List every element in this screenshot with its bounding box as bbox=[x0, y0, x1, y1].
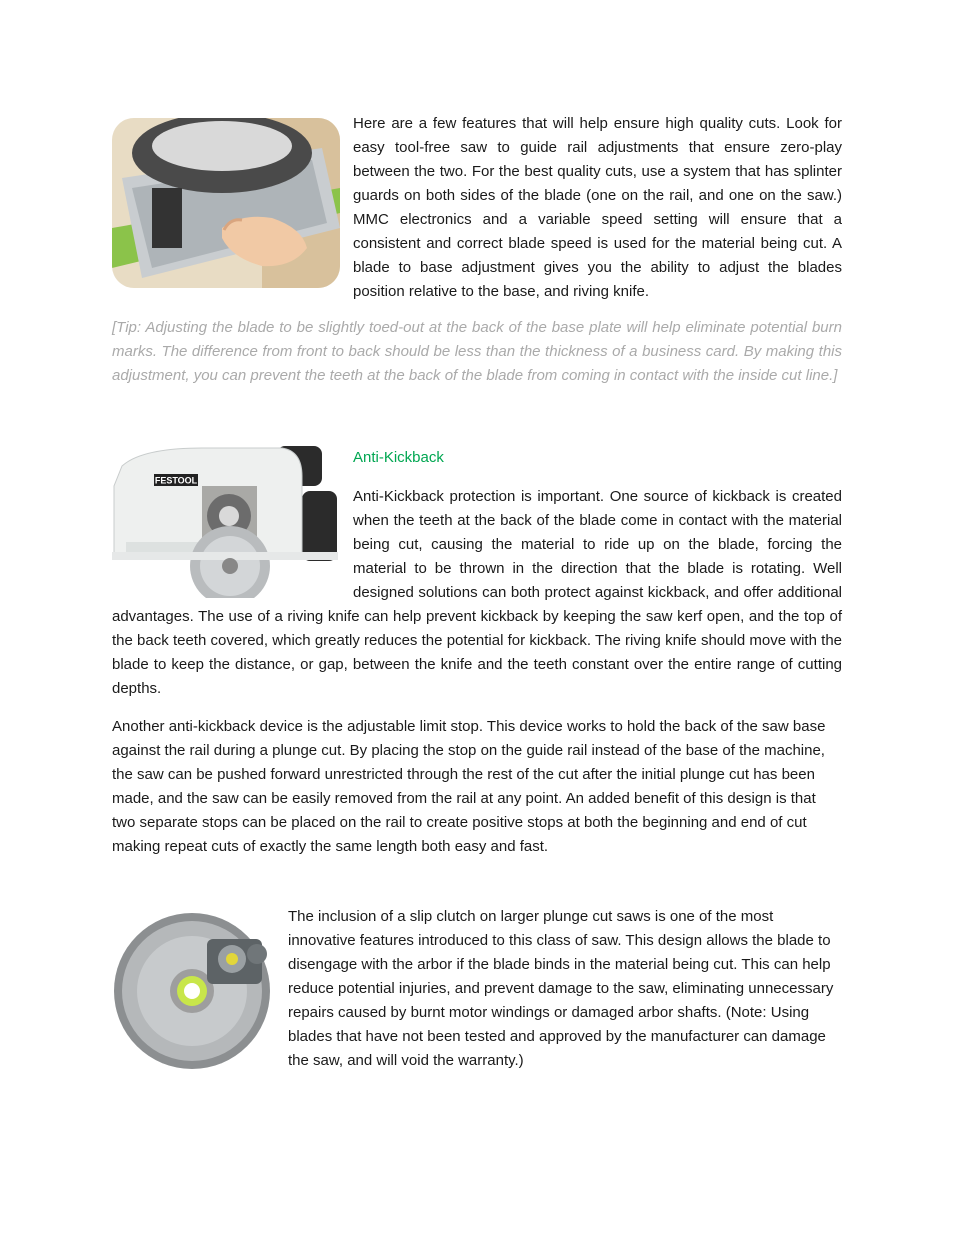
anti-kickback-paragraph: Anti-Kickback protection is important. One source of kickback is created when the teeth at the back of the blade come in contact with the material being cut, causing the material to ride up on the blade, forcing the material to be thrown in the direction that the blade is rotating. Well designed solutions can both protect against kickback, and offer additional advantages. The use of a riving knife can help prevent kickback by keeping the saw kerf open, and the top of the back teeth covered, which greatly reduces the potential for kickback. The riving knife should move with the blade to keep the distance, or gap, between the knife and the teeth constant over the entire range of cutting depths. bbox=[112, 488, 842, 697]
anti-kickback-heading: Anti-Kickback bbox=[353, 449, 444, 466]
slip-clutch-paragraph: The inclusion of a slip clutch on larger plunge cut saws is one of the most innovative features introduced to this class of saw. This design allows the blade to disengage with the arbor if the blade binds in the material being cut. This can help reduce potential injuries, and prevent damage to the saw, eliminating unnecessary repairs caused by burnt motor windings or damaged arbor shafts. (Note: Using blades that have not been tested and approved by the manufacturer can damage the saw, and will void the warranty.) bbox=[288, 908, 834, 1069]
saw-rail-adjustment-photo bbox=[112, 118, 340, 288]
rail-features-paragraph: Here are a few features that will help ensure high quality cuts. Look for easy tool-free saw to guide rail adjustments that ensure zero-play between the two. For the best quality cuts, use a system that has splinter guards on both sides of the blade (one on the rail, and one on the saw.) MMC electronics and a variable speed setting will ensure that a consistent and correct blade speed is used for the material being cut. A blade to base adjustment gives you the ability to adjust the blades position relative to the base, and riving knife. bbox=[353, 115, 842, 300]
festool-logo-text: FESTOOL bbox=[154, 475, 198, 486]
limit-stop-paragraph: Another anti-kickback device is the adjustable limit stop. This device works to hold the back of the saw base against the rail during a plunge cut. By placing the stop on the guide rail instead of the base of the machine, the saw can be pushed forward unrestricted through the rest of the cut after the initial plunge cut has been made, and the saw can be easily removed from the rail at any point. An added benefit of this design is that two separate stops can be placed on the rail to create positive stops at both the beginning and end of cut making repeat cuts of exactly the same length both easy and fast. bbox=[112, 718, 826, 855]
document-page bbox=[112, 112, 842, 1075]
tip-paragraph: [Tip: Adjusting the blade to be slightly toed-out at the back of the base plate will help eliminate potential burn marks. The difference from front to back should be less than the thickness of a business card. By making this adjustment, you can prevent the teeth at the back of the blade from coming in contact with the inside cut line.] bbox=[112, 319, 842, 384]
section-slip-clutch bbox=[112, 905, 842, 1075]
slip-clutch-blade-photo bbox=[112, 909, 274, 1071]
section-rail-features bbox=[112, 112, 842, 388]
festool-plunge-saw-photo bbox=[112, 446, 338, 598]
section-anti-kickback bbox=[112, 446, 842, 859]
